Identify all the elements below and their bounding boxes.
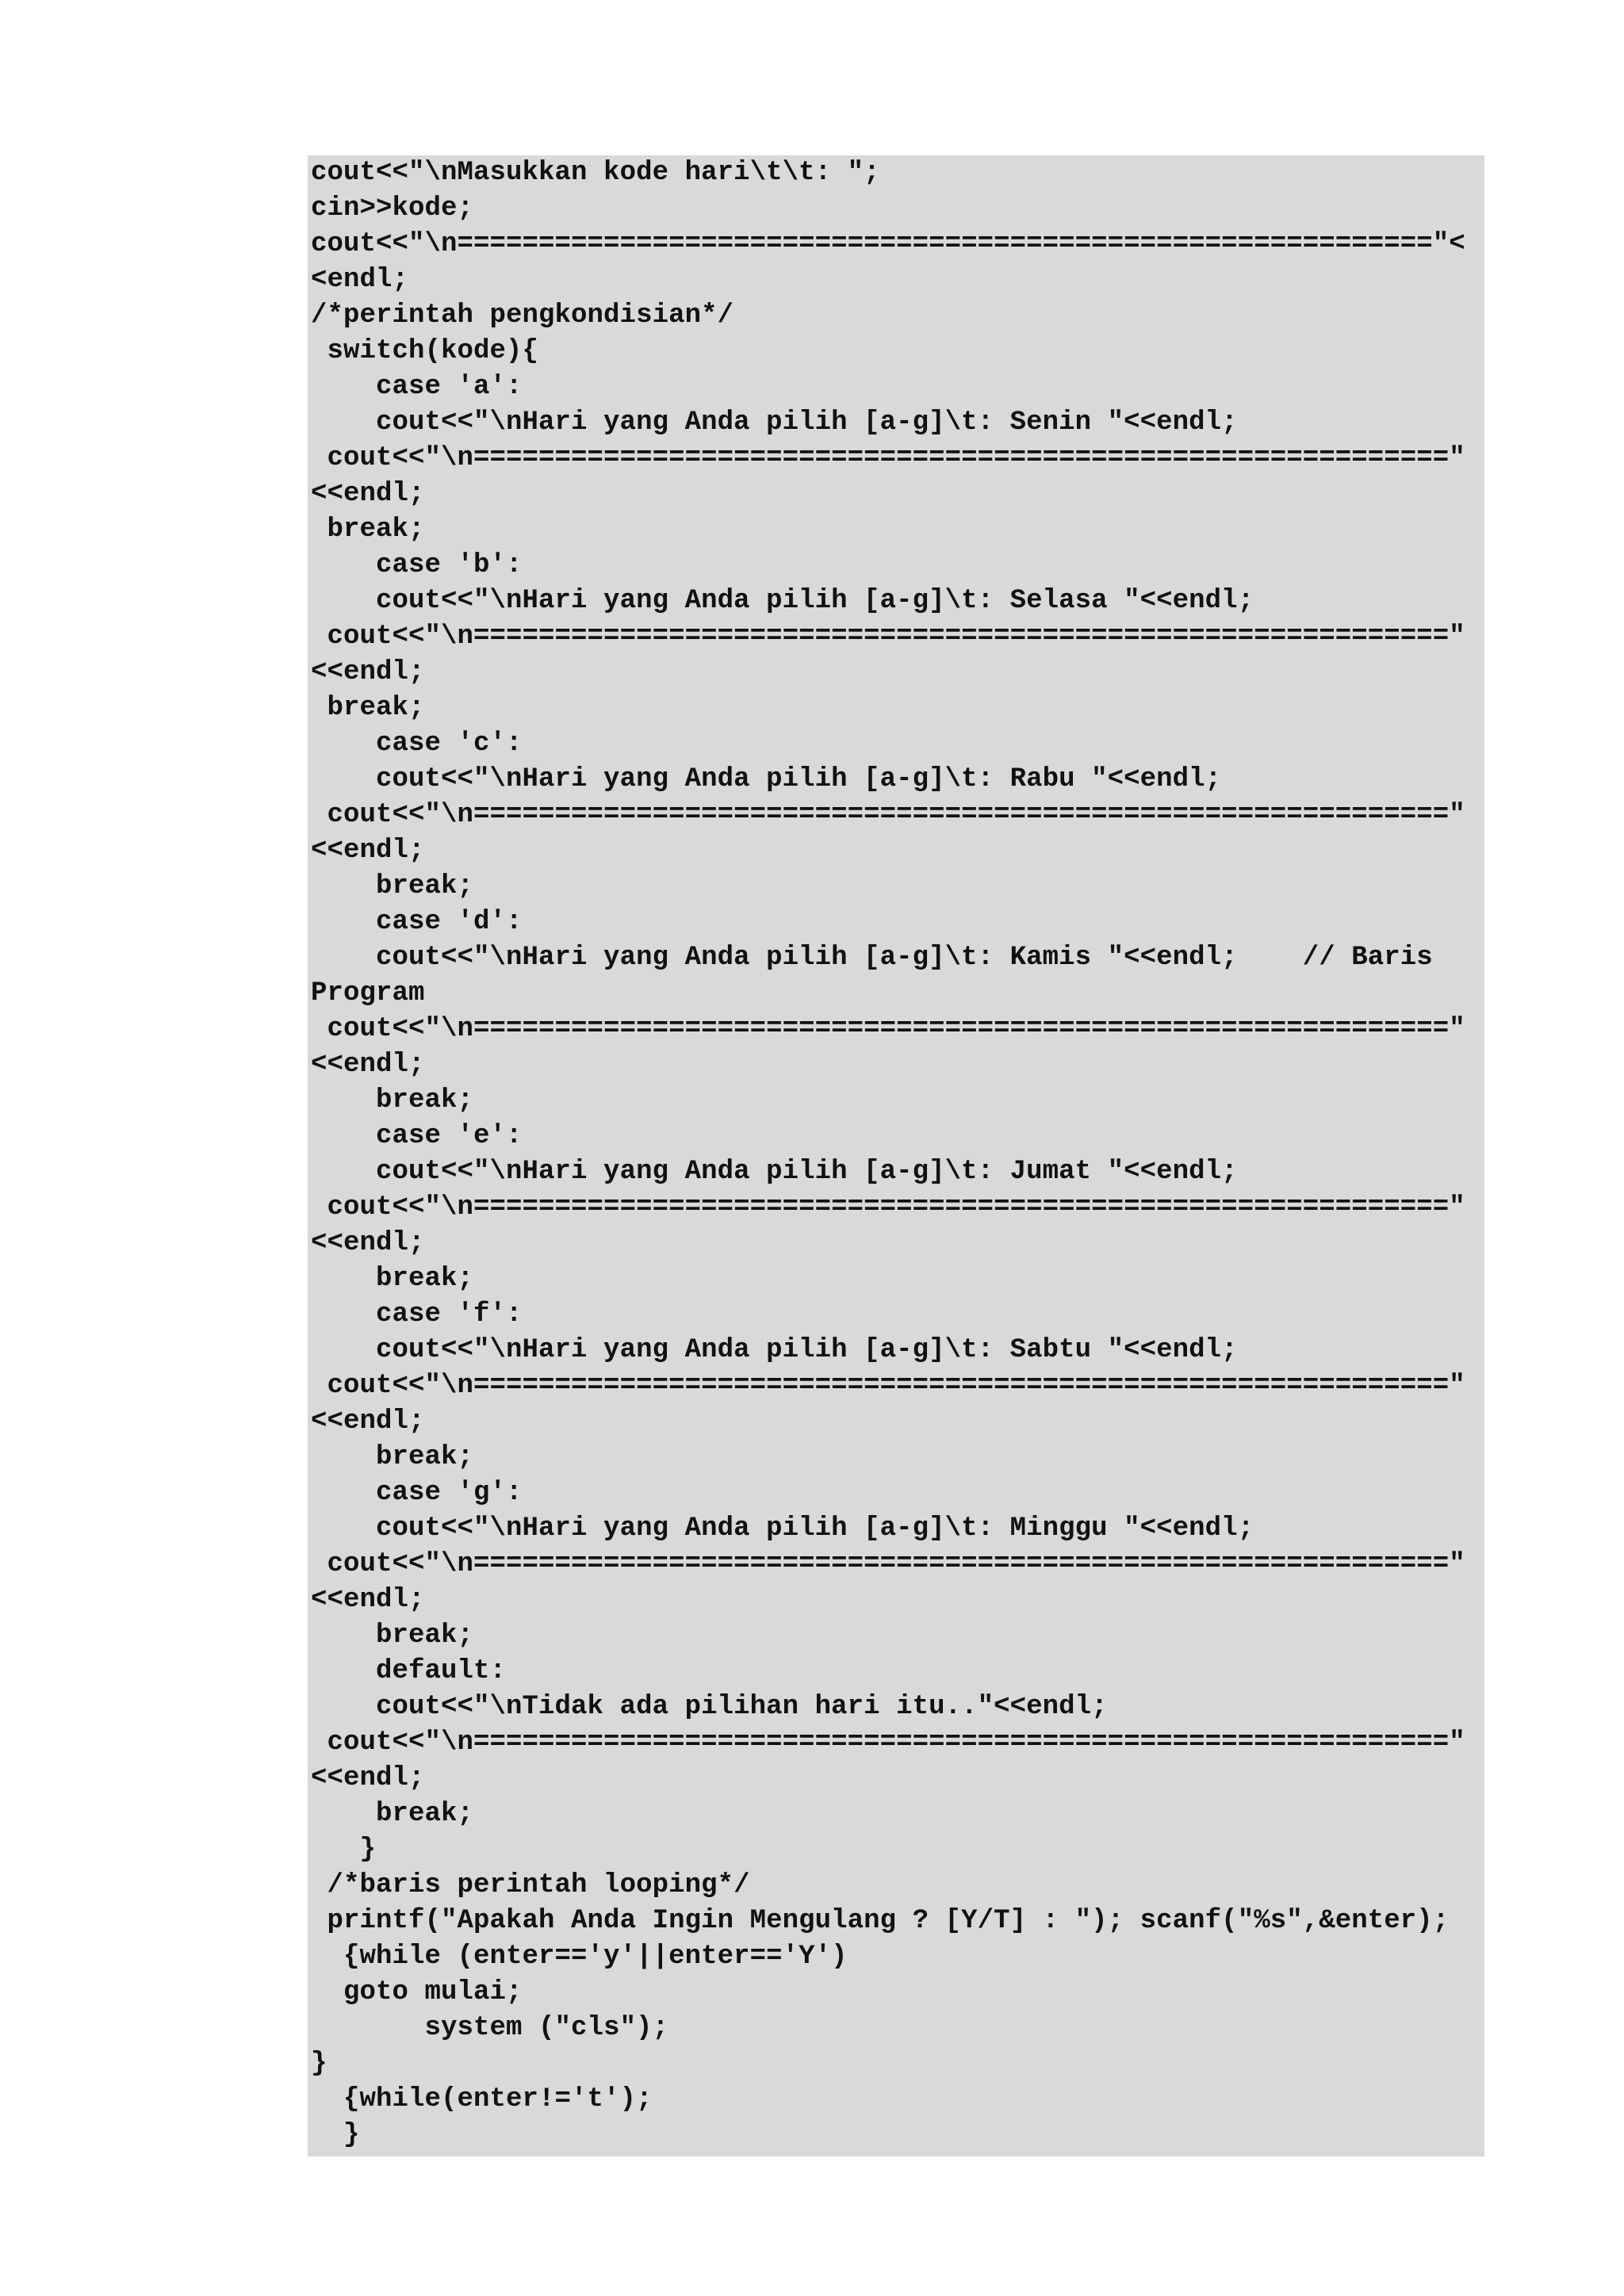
code-line: cout<<"\n============================================================"	[311, 1192, 1465, 1223]
code-line: case 'b':	[311, 550, 523, 580]
code-line: cout<<"\nTidak ada pilihan hari itu.."<<endl;	[311, 1692, 1108, 1722]
code-line: }	[311, 2049, 327, 2079]
code-line: cout<<"\nHari yang Anda pilih [a-g]\t: Minggu "<<endl;	[311, 1513, 1254, 1544]
code-line: /*perintah pengkondisian*/	[311, 300, 734, 331]
code-line: cout<<"\nHari yang Anda pilih [a-g]\t: Sabtu "<<endl;	[311, 1335, 1238, 1365]
code-line: }	[311, 2120, 360, 2150]
code-line: switch(kode){	[311, 336, 539, 366]
code-line: cout<<"\n============================================================"<	[311, 229, 1465, 259]
code-line: printf("Apakah Anda Ingin Mengulang ? [Y/T] : "); scanf("%s",&enter);	[311, 1906, 1450, 1936]
code-line: goto mulai;	[311, 1977, 523, 2007]
code-line: default:	[311, 1656, 507, 1686]
code-line: cout<<"\nMasukkan kode hari\t\t: ";	[311, 158, 880, 188]
code-line: /*baris perintah looping*/	[311, 1870, 750, 1900]
code-line: Program	[311, 978, 425, 1008]
code-line: break;	[311, 1264, 474, 1294]
code-line: }	[311, 1835, 377, 1865]
code-line: <<endl;	[311, 1050, 425, 1080]
code-line: case 'f':	[311, 1299, 523, 1330]
code-block	[308, 155, 1484, 2156]
code-line: cout<<"\nHari yang Anda pilih [a-g]\t: Senin "<<endl;	[311, 408, 1238, 438]
code-line: <<endl;	[311, 836, 425, 866]
code-line: <<endl;	[311, 479, 425, 509]
code-line: case 'a':	[311, 372, 523, 402]
code-line: break;	[311, 1085, 474, 1115]
code-line: cout<<"\nHari yang Anda pilih [a-g]\t: Kamis "<<endl; // Baris	[311, 943, 1433, 973]
code-line: break;	[311, 1442, 474, 1472]
code-line: <<endl;	[311, 1228, 425, 1258]
code-line: break;	[311, 1621, 474, 1651]
code-line: cout<<"\n============================================================"	[311, 1014, 1465, 1044]
code-line: cout<<"\nHari yang Anda pilih [a-g]\t: Selasa "<<endl;	[311, 586, 1254, 616]
code-line: {while (enter=='y'||enter=='Y')	[311, 1942, 848, 1972]
code-line: break;	[311, 1799, 474, 1829]
code-line: <<endl;	[311, 1763, 425, 1793]
code-line: {while(enter!='t');	[311, 2084, 653, 2114]
code-line: cout<<"\nHari yang Anda pilih [a-g]\t: Jumat "<<endl;	[311, 1157, 1238, 1187]
code-line: <<endl;	[311, 657, 425, 687]
code-line: case 'g':	[311, 1478, 523, 1508]
code-lines	[311, 155, 1484, 2153]
code-line: cout<<"\n============================================================"	[311, 1371, 1465, 1401]
code-line: system ("cls");	[311, 2013, 669, 2043]
code-line: cout<<"\n============================================================"	[311, 622, 1465, 652]
code-line: case 'e':	[311, 1121, 523, 1151]
code-line: break;	[311, 693, 425, 723]
code-line: break;	[311, 515, 425, 545]
code-line: <endl;	[311, 265, 409, 295]
code-line: cout<<"\n============================================================"	[311, 1728, 1465, 1758]
code-line: cin>>kode;	[311, 193, 474, 224]
code-line: case 'c':	[311, 729, 523, 759]
code-line: break;	[311, 871, 474, 901]
code-line: cout<<"\n============================================================"	[311, 443, 1465, 473]
code-line: cout<<"\n============================================================"	[311, 800, 1465, 830]
code-line: <<endl;	[311, 1585, 425, 1615]
code-line: cout<<"\n============================================================"	[311, 1549, 1465, 1579]
code-line: case 'd':	[311, 907, 523, 937]
code-line: cout<<"\nHari yang Anda pilih [a-g]\t: Rabu "<<endl;	[311, 764, 1222, 794]
code-line: <<endl;	[311, 1406, 425, 1437]
